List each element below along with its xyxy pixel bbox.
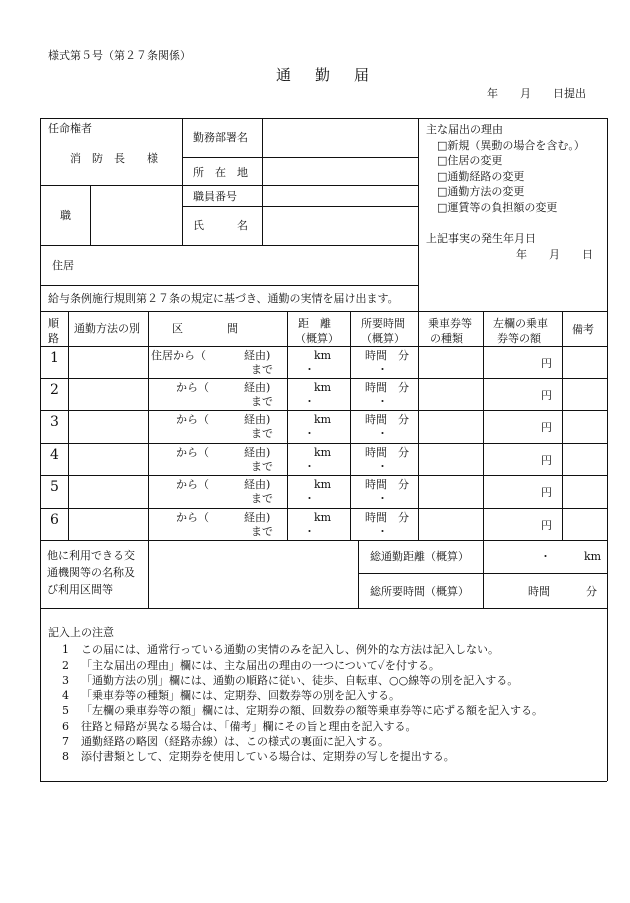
row-to: まで <box>251 525 273 538</box>
total-distance-unit: km <box>584 550 602 563</box>
reason-checkbox[interactable]: □通勤方法の変更 <box>437 185 525 198</box>
row-number: 1 <box>50 350 59 366</box>
row-km: km <box>314 446 332 459</box>
row-yen: 円 <box>541 486 552 499</box>
note-text: 「通勤方法の別」欄には、通勤の順路に従い、徒歩、自転車、○○線等の別を記入する。 <box>81 674 519 687</box>
row-km: km <box>314 381 332 394</box>
col-header-remarks: 備考 <box>572 323 594 336</box>
row-number: 3 <box>50 414 59 430</box>
reason-checkbox[interactable]: □新規（異動の場合を含む。） <box>437 139 585 152</box>
row-via: 経由) <box>244 349 271 362</box>
row-number: 5 <box>50 479 59 495</box>
row-via: 経由) <box>244 511 271 524</box>
row-time: 時間 分 <box>365 413 409 426</box>
note-text: 「乗車券等の種類」欄には、定期券、回数券等の別を記入する。 <box>81 689 400 702</box>
position-field[interactable] <box>92 187 180 244</box>
occurrence-date: 年 月 日 <box>516 248 593 261</box>
note-text: 「左欄の乗車券等の額」欄には、定期券の額、回数券の額等乗車券等に応ずる額を記入する。 <box>81 704 543 717</box>
row-number: 2 <box>50 382 59 398</box>
row-from: から（ <box>176 381 209 394</box>
note-number: 1 <box>62 643 69 656</box>
address-field[interactable] <box>92 247 416 284</box>
note-number: 2 <box>62 659 69 672</box>
row-km-dot: ・ <box>304 363 315 376</box>
note-number: 6 <box>62 720 69 733</box>
row-from: から（ <box>176 511 209 524</box>
name-label: 氏 名 <box>193 219 248 232</box>
note-text: 通勤経路の略図（経路赤線）は、この様式の裏面に記入する。 <box>81 735 389 748</box>
total-distance-label: 総通勤距離（概算） <box>370 550 469 563</box>
col-header-order: 路 <box>48 332 59 345</box>
col-header-section: 区 間 <box>172 322 238 335</box>
dept-label: 勤務部署名 <box>193 131 248 144</box>
row-time: 時間 分 <box>365 478 409 491</box>
row-time-dot: ・ <box>377 460 388 473</box>
reasons-heading: 主な届出の理由 <box>426 123 503 136</box>
position-label: 職 <box>60 209 71 222</box>
note-number: 3 <box>62 674 69 687</box>
reason-checkbox[interactable]: □住居の変更 <box>437 154 503 167</box>
note-number: 7 <box>62 735 69 748</box>
row-yen: 円 <box>541 519 552 532</box>
note-number: 4 <box>62 689 69 702</box>
row-time-dot: ・ <box>377 427 388 440</box>
note-text: この届には、通常行っている通勤の実情のみを記入し、例外的な方法は記入しない。 <box>81 643 499 656</box>
row-time-dot: ・ <box>377 395 388 408</box>
reason-checkbox[interactable]: □運賃等の負担額の変更 <box>437 201 558 214</box>
total-time-minutes: 分 <box>586 585 597 598</box>
form-number: 様式第５号（第２７条関係） <box>48 49 191 62</box>
reason-checkbox[interactable]: □通勤経路の変更 <box>437 170 525 183</box>
row-km-dot: ・ <box>304 460 315 473</box>
row-number: 4 <box>50 447 59 463</box>
note-text: 「主な届出の理由」欄には、主な届出の理由の一つについて✓を付する。 <box>81 659 440 672</box>
appointer-label: 任命権者 <box>48 122 92 135</box>
name-field[interactable] <box>264 208 416 244</box>
address-label: 住居 <box>52 259 74 272</box>
row-from: から（ <box>176 413 209 426</box>
row-via: 経由) <box>244 478 271 491</box>
row-yen: 円 <box>541 357 552 370</box>
notes-heading: 記入上の注意 <box>48 626 114 639</box>
row-yen: 円 <box>541 421 552 434</box>
row-time: 時間 分 <box>365 511 409 524</box>
row-time-dot: ・ <box>377 363 388 376</box>
row-time: 時間 分 <box>365 381 409 394</box>
page-title: 通勤届 <box>276 66 394 84</box>
row-km: km <box>314 349 332 362</box>
col-header-amount: 券等の額 <box>497 332 541 345</box>
col-header-time: 所要時間 <box>361 317 405 330</box>
col-header-method: 通勤方法の別 <box>74 322 140 335</box>
row-yen: 円 <box>541 389 552 402</box>
col-header-order: 順 <box>48 317 59 330</box>
location-field[interactable] <box>264 159 416 184</box>
row-from: から（ <box>176 478 209 491</box>
col-header-distance: （概算） <box>295 332 339 345</box>
note-number: 8 <box>62 750 69 763</box>
col-header-distance: 距 離 <box>298 317 331 330</box>
appointer-name: 消 防 長 様 <box>70 152 158 165</box>
row-km-dot: ・ <box>304 427 315 440</box>
row-via: 経由) <box>244 381 271 394</box>
col-header-ticket: 乗車券等 <box>428 317 472 330</box>
staff-no-label: 職員番号 <box>193 190 237 203</box>
row-to: まで <box>251 363 273 376</box>
staff-no-field[interactable] <box>264 187 416 205</box>
row-time: 時間 分 <box>365 446 409 459</box>
row-km-dot: ・ <box>304 525 315 538</box>
row-from: 住居から（ <box>151 349 206 362</box>
occurrence-label: 上記事実の発生年月日 <box>426 232 536 245</box>
other-transport-label: び利用区間等 <box>47 583 113 596</box>
row-km: km <box>314 478 332 491</box>
row-time-dot: ・ <box>377 492 388 505</box>
dept-field[interactable] <box>264 120 416 156</box>
row-yen: 円 <box>541 454 552 467</box>
other-transport-label: 他に利用できる交 <box>47 549 135 562</box>
row-km-dot: ・ <box>304 492 315 505</box>
row-via: 経由) <box>244 413 271 426</box>
other-transport-field[interactable] <box>150 542 356 606</box>
row-from: から（ <box>176 446 209 459</box>
row-km-dot: ・ <box>304 395 315 408</box>
row-km: km <box>314 511 332 524</box>
row-km: km <box>314 413 332 426</box>
total-distance-dot: ・ <box>540 550 551 563</box>
statement-text: 給与条例施行規則第２７条の規定に基づき、通勤の実情を届け出ます。 <box>48 292 399 305</box>
row-time-dot: ・ <box>377 525 388 538</box>
col-header-amount: 左欄の乗車 <box>493 317 548 330</box>
note-text: 往路と帰路が異なる場合は、「備考」欄にその旨と理由を記入する。 <box>81 720 417 733</box>
submission-date: 年 月 日提出 <box>487 87 586 100</box>
row-to: まで <box>251 492 273 505</box>
other-transport-label: 通機関等の名称及 <box>47 566 135 579</box>
row-to: まで <box>251 427 273 440</box>
location-label: 所 在 地 <box>193 166 248 179</box>
row-to: まで <box>251 395 273 408</box>
note-number: 5 <box>62 704 69 717</box>
note-text: 添付書類として、定期券を使用している場合は、定期券の写しを提出する。 <box>81 750 455 763</box>
row-time: 時間 分 <box>365 349 409 362</box>
row-to: まで <box>251 460 273 473</box>
total-time-label: 総所要時間（概算） <box>370 585 469 598</box>
col-header-ticket: の種類 <box>430 332 463 345</box>
row-number: 6 <box>50 512 59 528</box>
col-header-time: （概算） <box>361 332 405 345</box>
total-time-hours: 時間 <box>528 585 550 598</box>
row-via: 経由) <box>244 446 271 459</box>
